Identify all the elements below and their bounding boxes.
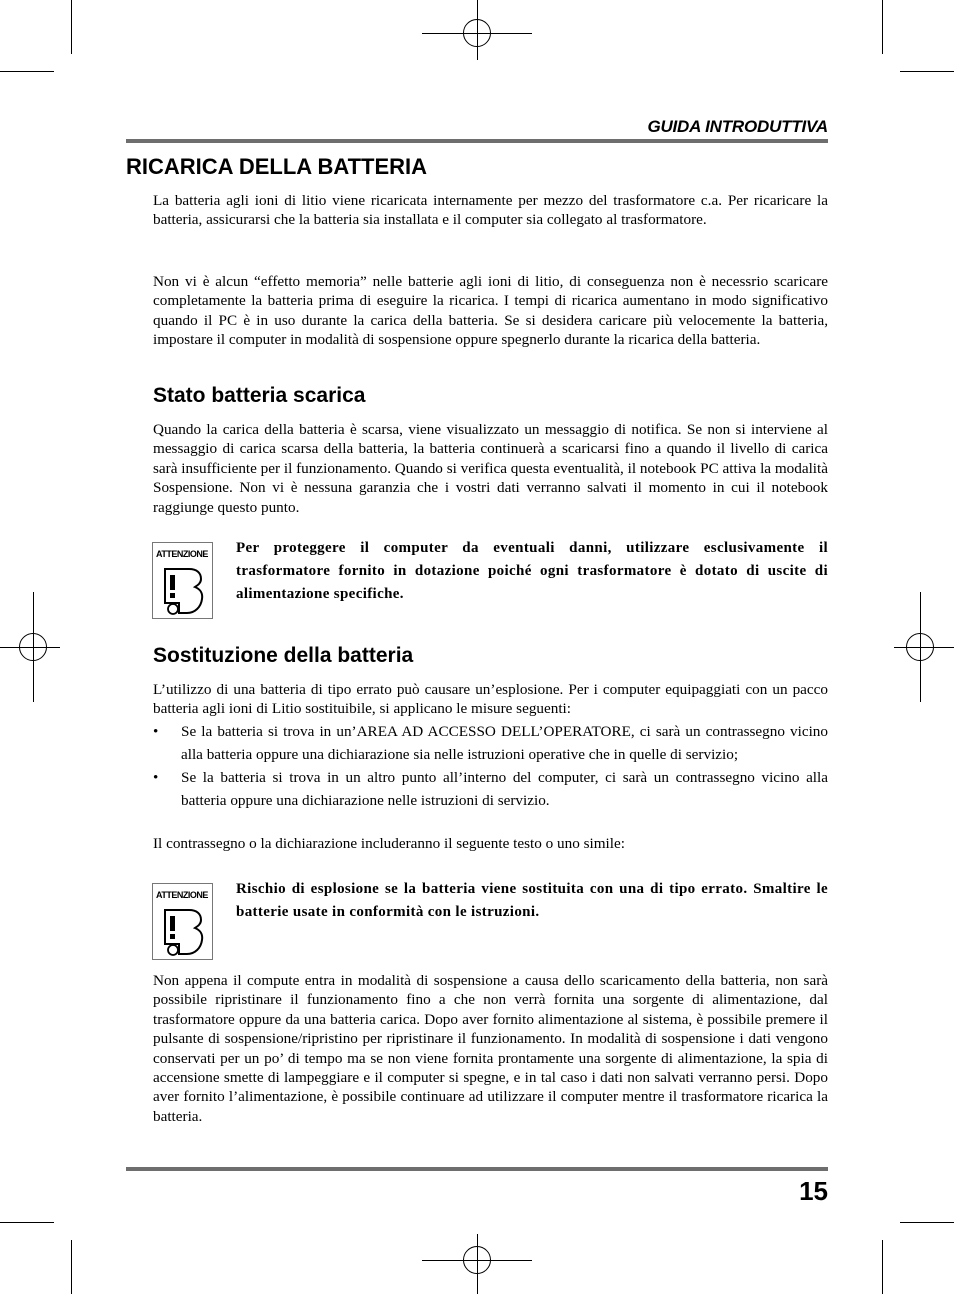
list-item: [153, 766, 828, 812]
section-heading-low-battery: Stato batteria scarica: [153, 384, 366, 407]
crop-mark-icon: [882, 1240, 883, 1294]
warning-text-explosion: Rischio di esplosione se la batteria viene sostituita con una di tipo errato. Smaltire le batterie usate in conformità con le istruzioni.: [236, 881, 828, 920]
registration-mark-icon: [463, 19, 491, 47]
intro-paragraph-1: La batteria agli ioni di litio viene ricaricata internamente per mezzo del trasformatore c.a. Per ricaricare la batteria, assicurarsi che la batteria sia installata e il computer sia collegato al trasformatore.: [153, 192, 828, 229]
warning-hand-icon: [161, 904, 207, 958]
intro-paragraph-2: Non vi è alcun “effetto memoria” nelle batterie agli ioni di litio, di conseguenza non è necessrio scaricare completamente la batteria prima di eseguire la ricarica. I tempi di ricarica aumentano in modo significativo quando il PC è in uso durante la carica della batteria. Se si desidera caricare più velocemente la batteria, impostare il computer in modalità di sospensione oppure spegnerlo durante la ricarica della batteria.: [153, 273, 828, 349]
registration-mark-icon: [906, 633, 934, 661]
closing-line: Il contrassegno o la dichiarazione includeranno il seguente testo o uno simile:: [153, 835, 625, 852]
header-rule: [126, 139, 828, 143]
crop-mark-icon: [900, 71, 954, 72]
registration-mark-icon: [19, 633, 47, 661]
low-battery-paragraph: Quando la carica della batteria è scarsa, viene visualizzato un messaggio di notifica. Se non si interviene al messaggio di carica scarsa della batteria, la batteria continuerà a scaricarsi fino a quando il livello di carica sarà insufficiente per il funzionamento. Quando si verifica questa eventualità, il notebook PC attiva la modalità Sospensione. Non vi è nessuna garanzia che i vostri dati verranno salvati il momento in cui il notebook raggiunge questo punto.: [153, 421, 828, 516]
list-item-text: Se la batteria si trova in un’AREA AD ACCESSO DELL’OPERATORE, ci sarà un contrassegno vicino alla batteria oppure una dichiarazione sia nelle istruzioni operative che in quelle di servizio;: [181, 723, 828, 763]
section-label: GUIDA INTRODUTTIVA: [647, 117, 828, 136]
battery-replacement-paragraph: L’utilizzo di una batteria di tipo errato può causare un’esplosione. Per i computer equipaggiati con un pacco batteria agli ioni di Litio sostituibile, si applicano le misure seguenti:: [153, 681, 828, 718]
list-item-text: Se la batteria si trova in un altro punto all’interno del computer, ci sarà un contrassegno vicino alla batteria oppure una dichiarazione nelle istruzioni di servizio.: [181, 769, 828, 809]
footer-rule: [126, 1167, 828, 1171]
warning-text-adapter: Per proteggere il computer da eventuali danni, utilizzare esclusivamente il trasformatore fornito in dotazione poiché ogni trasformatore è dotato di uscite di alimentazione specifiche.: [236, 540, 828, 602]
crop-mark-icon: [71, 0, 72, 54]
crop-mark-icon: [882, 0, 883, 54]
page-title: RICARICA DELLA BATTERIA: [126, 154, 428, 179]
list-item: [153, 720, 828, 766]
warning-box: [152, 883, 213, 960]
bullet-icon: •: [153, 769, 159, 786]
warning-label: ATTENZIONE: [156, 549, 208, 559]
warning-box: [152, 542, 213, 619]
section-heading-battery-replacement: Sostituzione della batteria: [153, 644, 414, 667]
warning-label: ATTENZIONE: [156, 890, 208, 900]
registration-mark-icon: [463, 1246, 491, 1274]
crop-mark-icon: [0, 71, 54, 72]
crop-mark-icon: [0, 1222, 54, 1223]
warning-hand-icon: [161, 563, 207, 617]
page-number: 15: [799, 1176, 828, 1206]
final-paragraph: Non appena il compute entra in modalità di sospensione a causa dello scaricamento della batteria, non sarà possibile ripristinare il funzionamento fino a che non verrà fornita una sorgente di alimentazione, dal trasformatore oppure da una batteria carica. Dopo aver fornito alimentazione al sistema, è possibile premere il pulsante di sospensione/ripristino per ripristinare il funzionamento. In modalità di sospensione i dati vengono conservati per un po’ di tempo ma se non viene fornita prontamente una sorgente di alimentazione, la spia di accensione smette di lampeggiare e il computer si spegne, e in tal caso i dati non salvati verranno persi. Dopo aver fornito l’alimentazione, è possibile continuare ad utilizzare il computer mentre il trasformatore ricarica la batteria.: [153, 972, 828, 1125]
bullet-icon: •: [153, 723, 159, 740]
battery-rules-list: [153, 720, 828, 812]
crop-mark-icon: [900, 1222, 954, 1223]
crop-mark-icon: [71, 1240, 72, 1294]
